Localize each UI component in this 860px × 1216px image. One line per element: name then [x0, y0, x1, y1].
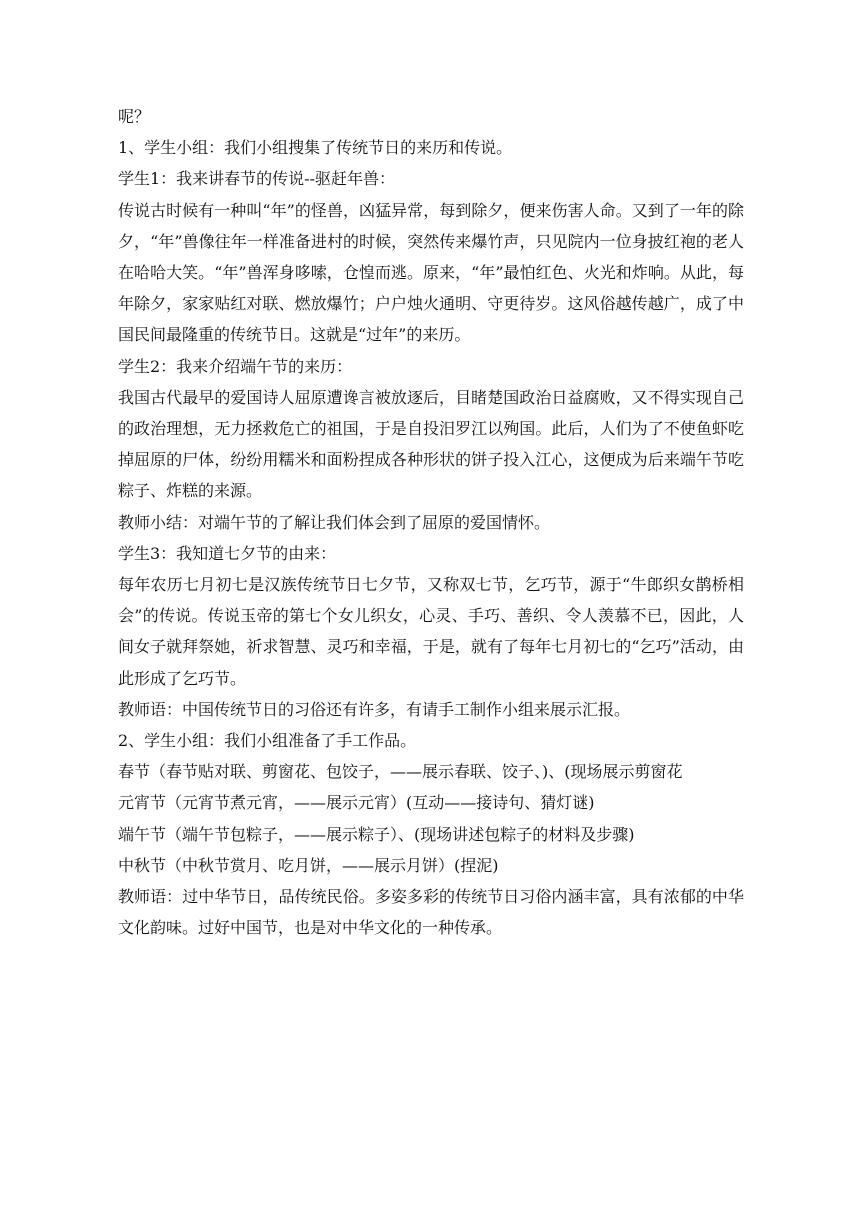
paragraph-student-1: 学生1：我来讲春节的传说--驱赶年兽： [118, 169, 395, 189]
paragraph-dragon-boat-festival: 端午节（端午节包粽子，——展示粽子）、(现场讲述包粽子的材料及步骤) [118, 824, 635, 844]
paragraph-teacher-remark-1: 教师语：中国传统节日的习俗还有许多，有请手工制作小组来展示汇报。 [118, 699, 631, 719]
paragraph-lantern-festival: 元宵节（元宵节煮元宵，——展示元宵）(互动——接诗句、猜灯谜) [118, 793, 595, 813]
paragraph-qixi-story: 每年农历七月初七是汉族传统节日七夕节，又称双七节，乞巧节，源于“牛郎织女鹊桥相会”的传说。传说玉帝的第七个女儿织女，心灵、手巧、善织、令人羡慕不已，因此，人间女子就拜祭她，祈求智慧、灵巧和幸福，于是，就有了每年七月初七的“乞巧”活动，由此形成了乞巧节。 [118, 575, 744, 688]
document-page [118, 101, 744, 943]
paragraph-teacher-summary: 教师小结：对端午节的了解让我们体会到了屈原的爱国情怀。 [118, 512, 551, 532]
paragraph-nian-legend: 传说古时候有一种叫“年”的怪兽，凶猛异常，每到除夕，便来伤害人命。又到了一年的除夕，“年”兽像往年一样准备进村的时候，突然传来爆竹声，只见院内一位身披红袍的老人在哈哈大笑。“年”兽浑身哆嗦，仓惶而逃。原来，“年”最怕红色、火光和炸响。从此，每年除夕，家家贴红对联、燃放爆竹；户户烛火通明、守更待岁。这风俗越传越广，成了中国民间最隆重的传统节日。这就是“过年”的来历。 [118, 200, 744, 345]
paragraph-mid-autumn-festival: 中秋节（中秋节赏月、吃月饼，——展示月饼）(捏泥) [118, 855, 499, 875]
paragraph-qu-yuan-story: 我国古代最早的爱国诗人屈原遭谗言被放逐后，目睹楚国政治日益腐败，又不得实现自己的政治理想，无力拯救危亡的祖国，于是自投汨罗江以殉国。此后，人们为了不使鱼虾吃掉屈原的尸体，纷纷用糯米和面粉捏成各种形状的饼子投入江心，这便成为后来端午节吃粽子、炸糕的来源。 [118, 387, 744, 501]
paragraph-group-two-intro: 2、学生小组：我们小组准备了手工作品。 [118, 731, 417, 751]
paragraph-group-one-intro: 1、学生小组：我们小组搜集了传统节日的来历和传说。 [118, 138, 513, 158]
paragraph-spring-festival: 春节（春节贴对联、剪窗花、包饺子，——展示春联、饺子、)、(现场展示剪窗花 [118, 762, 683, 782]
paragraph-teacher-remark-2: 教师语：过中华节日，品传统民俗。多姿多彩的传统节日习俗内涵丰富，具有浓郁的中华文化韵味。过好中国节，也是对中华文化的一种传承。 [118, 887, 744, 938]
paragraph-student-2: 学生2：我来介绍端午节的来历： [118, 356, 353, 376]
paragraph-continuation: 呢？ [118, 107, 151, 126]
paragraph-student-3: 学生3：我知道七夕节的由来： [118, 543, 337, 563]
